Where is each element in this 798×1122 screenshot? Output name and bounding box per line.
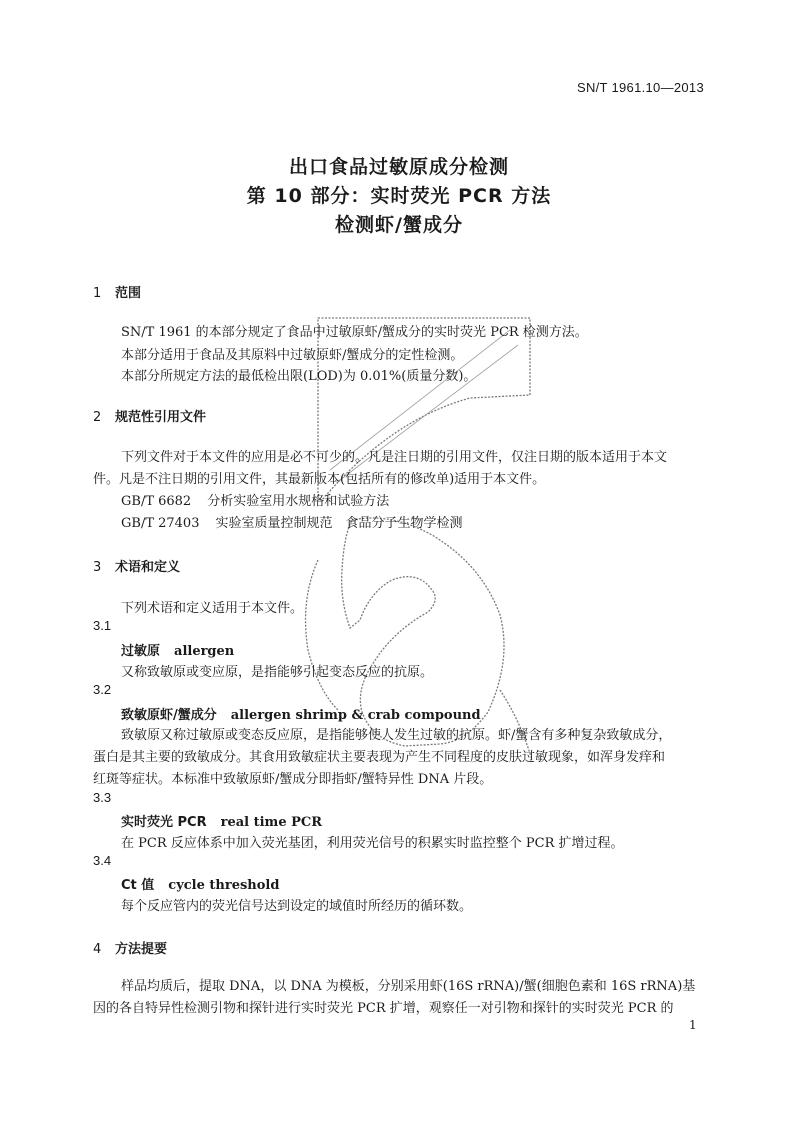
term-number: 3.2 (93, 682, 112, 697)
reference-1 (121, 490, 389, 509)
term-number: 3.1 (93, 618, 112, 633)
term-zh: Ct 值 (121, 878, 155, 893)
definition: 红斑等症状。本标准中致敏原虾/蟹成分即指虾/蟹特异性 DNA 片段。 (93, 772, 493, 787)
term-zh: 实时荧光 PCR (121, 815, 207, 830)
section-title: 方法提要 (115, 942, 168, 957)
title-line-1: 出口食品过敏原成分检测 (288, 156, 509, 178)
definition: 每个反应管内的荧光信号达到设定的域值时所经历的循环数。 (121, 899, 473, 914)
paragraph: 下列文件对于本文件的应用是必不可少的。凡是注日期的引用文件，仅注日期的版本适用于本文 (121, 450, 668, 465)
term-zh: 致敏原虾/蟹成分 (121, 708, 217, 723)
term-en: allergen (174, 644, 235, 659)
term-number: 3.3 (93, 790, 112, 805)
definition: 在 PCR 反应体系中加入荧光基团，利用荧光信号的积累实时监控整个 PCR 扩增过程。 (121, 836, 624, 851)
section-2-heading (93, 406, 206, 425)
section-4-heading (93, 938, 167, 957)
reference-title: 实验室质量控制规范 食品分子生物学检测 (215, 516, 463, 531)
title-line-3: 检测虾/蟹成分 (335, 214, 463, 236)
paragraph: 下列术语和定义适用于本文件。 (121, 601, 304, 616)
definition: 又称致敏原或变应原，是指能够引起变态反应的抗原。 (121, 665, 434, 680)
term-3-3 (121, 811, 322, 830)
term-en: cycle threshold (168, 878, 280, 893)
paragraph: 本部分所规定方法的最低检出限(LOD)为 0.01%(质量分数)。 (121, 369, 477, 384)
reference-2 (121, 512, 463, 531)
section-3-heading (93, 556, 180, 575)
term-3-1 (121, 640, 234, 659)
paragraph: 因的各自特异性检测引物和探针进行实时荧光 PCR 扩增，观察任一对引物和探针的实时荧光 PCR 的 (93, 1001, 674, 1016)
paragraph: 样品均质后，提取 DNA，以 DNA 为模板，分别采用虾(16S rRNA)/蟹(细胞色素和 16S rRNA)基 (121, 979, 696, 994)
section-number: 3 (93, 560, 102, 575)
term-zh: 过敏原 (121, 644, 161, 659)
reference-code: GB/T 27403 (121, 516, 200, 531)
title-line-2: 第 10 部分：实时荧光 PCR 方法 (246, 185, 552, 207)
page-number: 1 (689, 1018, 697, 1032)
definition: 蛋白是其主要的致敏成分。其食用致敏症状主要表现为产生不同程度的皮肤过敏现象，如浑身发痒和 (93, 750, 666, 765)
term-3-2 (121, 704, 481, 723)
section-number: 4 (93, 942, 102, 957)
definition: 致敏原又称过敏原或变态反应原，是指能够使人发生过敏的抗原。虾/蟹含有多种复杂致敏成分， (121, 728, 672, 743)
paragraph: 件。凡是不注日期的引用文件，其最新版本(包括所有的修改单)适用于本文件。 (93, 472, 546, 487)
reference-code: GB/T 6682 (121, 494, 192, 509)
section-title: 术语和定义 (115, 560, 181, 575)
section-title: 规范性引用文件 (115, 410, 207, 425)
paragraph: 本部分适用于食品及其原料中过敏原虾/蟹成分的定性检测。 (121, 348, 464, 363)
term-number: 3.4 (93, 853, 112, 868)
section-1-heading (93, 282, 141, 301)
section-number: 2 (93, 410, 102, 425)
reference-title: 分析实验室用水规格和试验方法 (207, 494, 390, 509)
section-title: 范围 (115, 286, 142, 301)
paragraph: SN/T 1961 的本部分规定了食品中过敏原虾/蟹成分的实时荧光 PCR 检测方法。 (121, 325, 588, 340)
document-id: SN/T 1961.10—2013 (576, 80, 704, 95)
term-en: allergen shrimp & crab compound (230, 708, 481, 723)
section-number: 1 (93, 286, 102, 301)
term-en: real time PCR (220, 815, 323, 830)
term-3-4 (121, 874, 279, 893)
